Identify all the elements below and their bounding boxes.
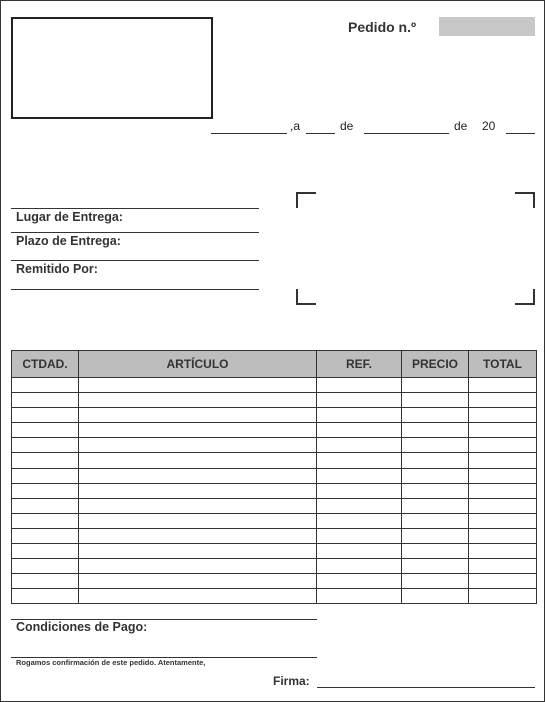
column-header-reference: REF. (317, 351, 402, 378)
month-blank[interactable] (364, 133, 449, 134)
table-cell[interactable] (402, 559, 469, 574)
table-cell[interactable] (317, 468, 402, 483)
table-cell[interactable] (317, 483, 402, 498)
table-cell[interactable] (469, 574, 537, 589)
table-row (12, 574, 537, 589)
table-cell[interactable] (469, 468, 537, 483)
table-cell[interactable] (79, 453, 317, 468)
order-number-field[interactable] (439, 17, 535, 36)
table-cell[interactable] (402, 513, 469, 528)
table-cell[interactable] (79, 513, 317, 528)
table-body (12, 378, 537, 604)
confirmation-note: Rogamos confirmación de este pedido. Atentamente, (16, 658, 206, 667)
place-blank[interactable] (211, 133, 287, 134)
table-cell[interactable] (402, 528, 469, 543)
table-cell[interactable] (79, 544, 317, 559)
table-row (12, 483, 537, 498)
table-cell[interactable] (79, 423, 317, 438)
table-cell[interactable] (12, 408, 79, 423)
address-window-corner-bottom-left (296, 289, 316, 305)
table-cell[interactable] (402, 408, 469, 423)
table-cell[interactable] (79, 483, 317, 498)
date-comma-a: ,a (290, 119, 301, 133)
delivery-place-line[interactable] (11, 232, 259, 233)
signature-line[interactable] (317, 687, 535, 688)
table-cell[interactable] (469, 378, 537, 393)
table-cell[interactable] (12, 513, 79, 528)
table-cell[interactable] (469, 438, 537, 453)
column-header-total: TOTAL (469, 351, 537, 378)
order-items-table (11, 350, 537, 604)
date-de-1: de (340, 119, 354, 133)
table-row (12, 393, 537, 408)
table-cell[interactable] (402, 438, 469, 453)
table-row (12, 498, 537, 513)
table-row (12, 513, 537, 528)
table-cell[interactable] (79, 559, 317, 574)
table-cell[interactable] (79, 438, 317, 453)
table-cell[interactable] (402, 378, 469, 393)
table-cell[interactable] (79, 574, 317, 589)
table-cell[interactable] (317, 589, 402, 604)
table-cell[interactable] (79, 589, 317, 604)
sent-by-label: Remitido Por: (16, 262, 98, 276)
table-cell[interactable] (469, 544, 537, 559)
table-cell[interactable] (12, 528, 79, 543)
table-row (12, 468, 537, 483)
table-cell[interactable] (402, 574, 469, 589)
table-row (12, 408, 537, 423)
table-cell[interactable] (12, 378, 79, 393)
table-cell[interactable] (317, 513, 402, 528)
table-cell[interactable] (12, 589, 79, 604)
table-cell[interactable] (402, 589, 469, 604)
year-prefix: 20 (482, 119, 496, 133)
table-cell[interactable] (469, 513, 537, 528)
table-cell[interactable] (12, 544, 79, 559)
column-header-article: ARTÍCULO (79, 351, 317, 378)
delivery-place-label: Lugar de Entrega: (16, 210, 123, 224)
table-cell[interactable] (469, 423, 537, 438)
table-row (12, 528, 537, 543)
order-number-label: Pedido n.º (348, 19, 417, 35)
table-cell[interactable] (12, 574, 79, 589)
table-cell[interactable] (469, 559, 537, 574)
table-cell[interactable] (402, 483, 469, 498)
table-cell[interactable] (317, 544, 402, 559)
address-window-corner-bottom-right (515, 289, 535, 305)
table-cell[interactable] (317, 498, 402, 513)
table-cell[interactable] (317, 574, 402, 589)
table-cell[interactable] (79, 393, 317, 408)
table-row (12, 559, 537, 574)
table-cell[interactable] (12, 498, 79, 513)
table-cell[interactable] (12, 483, 79, 498)
table-row (12, 453, 537, 468)
address-window-corner-top-right (515, 192, 535, 208)
signature-label: Firma: (273, 674, 310, 688)
table-cell[interactable] (402, 468, 469, 483)
table-cell[interactable] (317, 378, 402, 393)
delivery-time-label: Plazo de Entrega: (16, 234, 121, 248)
table-row (12, 378, 537, 393)
table-cell[interactable] (317, 528, 402, 543)
table-cell[interactable] (469, 589, 537, 604)
table-cell[interactable] (402, 423, 469, 438)
table-cell[interactable] (469, 483, 537, 498)
table-cell[interactable] (402, 393, 469, 408)
column-header-quantity: CTDAD. (12, 351, 79, 378)
table-cell[interactable] (317, 559, 402, 574)
table-cell[interactable] (12, 438, 79, 453)
year-blank[interactable] (506, 133, 535, 134)
table-row (12, 589, 537, 604)
table-cell[interactable] (469, 408, 537, 423)
table-cell[interactable] (79, 528, 317, 543)
table-cell[interactable] (402, 453, 469, 468)
table-cell[interactable] (12, 453, 79, 468)
table-cell[interactable] (79, 468, 317, 483)
delivery-time-line[interactable] (11, 260, 259, 261)
table-cell[interactable] (12, 393, 79, 408)
sent-by-line[interactable] (11, 289, 259, 290)
table-cell[interactable] (469, 453, 537, 468)
table-cell[interactable] (12, 468, 79, 483)
table-cell[interactable] (317, 423, 402, 438)
table-row (12, 423, 537, 438)
table-cell[interactable] (469, 498, 537, 513)
table-cell[interactable] (12, 559, 79, 574)
day-blank[interactable] (306, 133, 335, 134)
table-cell[interactable] (79, 378, 317, 393)
table-cell[interactable] (402, 544, 469, 559)
column-header-price: PRECIO (402, 351, 469, 378)
table-cell[interactable] (317, 393, 402, 408)
table-row (12, 438, 537, 453)
company-logo-box (11, 17, 213, 119)
table-cell[interactable] (12, 423, 79, 438)
table-cell[interactable] (79, 498, 317, 513)
table-row (12, 544, 537, 559)
field-top-line (11, 208, 259, 209)
table-cell[interactable] (317, 453, 402, 468)
table-cell[interactable] (317, 408, 402, 423)
table-cell[interactable] (469, 528, 537, 543)
address-window-corner-top-left (296, 192, 316, 208)
table-cell[interactable] (469, 393, 537, 408)
table-header-row (12, 351, 537, 378)
table-cell[interactable] (402, 498, 469, 513)
table-cell[interactable] (79, 408, 317, 423)
table-cell[interactable] (317, 438, 402, 453)
date-de-2: de (454, 119, 468, 133)
payment-conditions-label: Condiciones de Pago: (16, 620, 148, 634)
